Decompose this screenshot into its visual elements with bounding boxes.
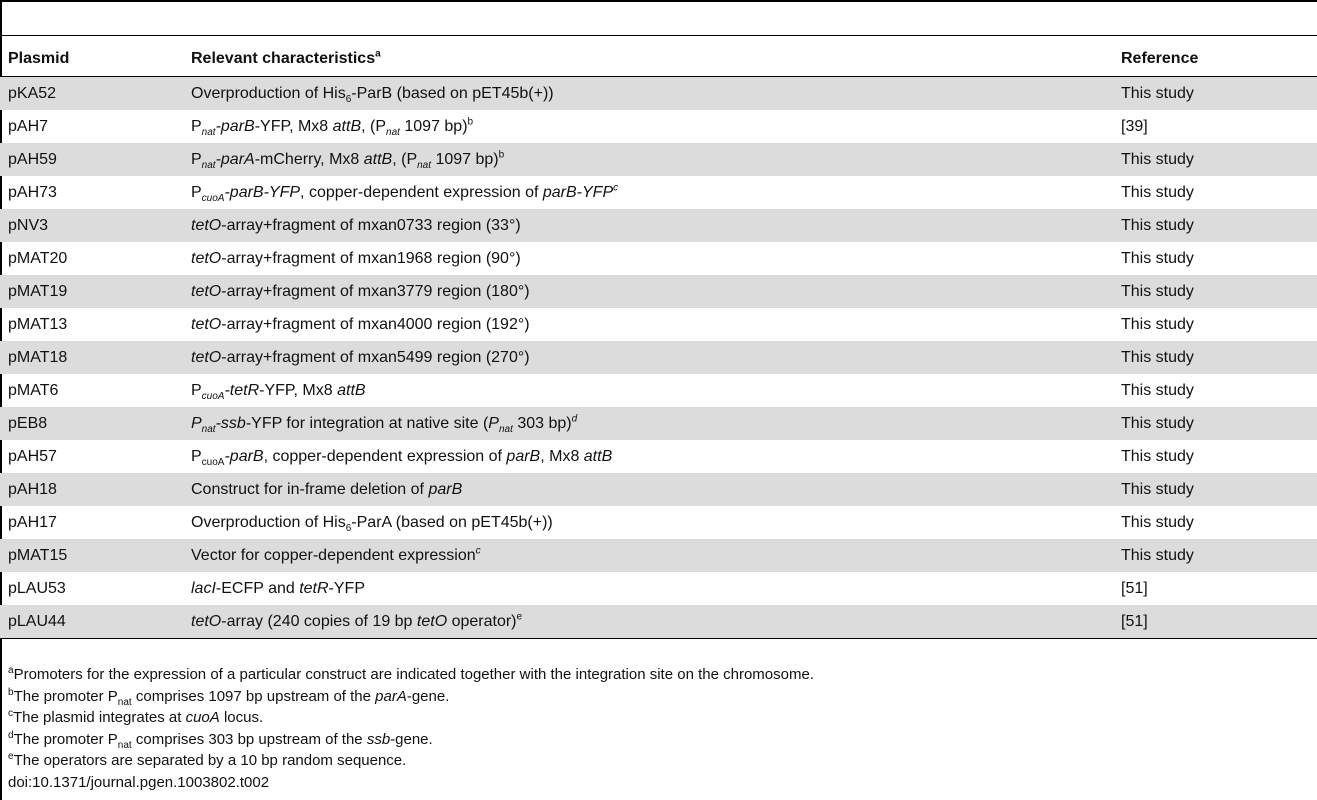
subscript-text: cuoA <box>201 390 225 402</box>
text-segment: tetR <box>299 579 329 597</box>
text-segment: tetO <box>191 315 222 333</box>
text-segment: , copper-dependent expression of <box>300 183 543 201</box>
plasmid-cell: pAH18 <box>0 473 183 506</box>
table-top-rule <box>0 0 1317 2</box>
header-characteristics <box>183 41 1113 77</box>
table-row <box>0 473 1317 506</box>
reference-cell: This study <box>1113 209 1317 242</box>
text-segment: , (P <box>392 150 418 168</box>
text-segment: cuoA <box>185 709 220 726</box>
text-segment: 303 bp) <box>512 414 572 432</box>
reference-cell: This study <box>1113 473 1317 506</box>
footnote-mark: e <box>8 751 14 762</box>
footnote-mark: e <box>516 611 523 623</box>
characteristics-cell <box>183 572 1113 605</box>
text-segment: -YFP <box>328 579 365 597</box>
text-segment: -YFP for integration at native site ( <box>245 414 489 432</box>
text-segment: lacI <box>191 579 216 597</box>
text-segment: tetO <box>191 249 222 267</box>
text-segment: -ParA (based on pET45b(+)) <box>351 513 553 531</box>
text-segment: -parA <box>215 150 255 168</box>
plasmid-cell: pMAT18 <box>0 341 183 374</box>
characteristics-cell <box>183 440 1113 473</box>
text-segment: The promoter P <box>13 730 118 748</box>
table-row <box>0 374 1317 407</box>
text-segment: tetO <box>191 612 222 630</box>
subscript-text: nat <box>117 696 132 708</box>
text-segment: -mCherry, Mx8 <box>254 150 364 168</box>
footnote <box>8 750 814 772</box>
text-segment: , copper-dependent expression of <box>263 447 507 465</box>
plasmid-cell: pLAU44 <box>0 605 183 639</box>
text-segment: -YFP, Mx8 <box>254 117 333 135</box>
text-segment: parB <box>506 447 541 465</box>
characteristics-cell <box>183 209 1113 242</box>
characteristics-cell <box>183 605 1113 639</box>
reference-cell: [51] <box>1113 605 1317 639</box>
characteristics-cell <box>183 341 1113 374</box>
reference-cell: This study <box>1113 77 1317 111</box>
text-segment: Vector for copper-dependent expression <box>191 546 476 564</box>
text-segment: -array+fragment of mxan5499 region (270°) <box>221 348 530 366</box>
text-segment: P <box>191 381 202 399</box>
text-segment: -array+fragment of mxan4000 region (192°) <box>221 315 530 333</box>
header-reference: Reference <box>1113 41 1317 77</box>
subscript-text: nat <box>201 159 216 171</box>
text-segment: P <box>191 447 202 465</box>
reference-cell: This study <box>1121 183 1194 201</box>
reference-cell: [51] <box>1121 579 1148 597</box>
text-segment: -parB <box>224 447 264 465</box>
text-segment: P <box>488 414 499 432</box>
table-row <box>0 275 1317 308</box>
table-row <box>0 605 1317 639</box>
table-header-row <box>0 41 1317 77</box>
footnote <box>8 686 814 708</box>
text-segment: ssb <box>366 730 391 748</box>
footnote-mark: b <box>467 116 474 128</box>
table-row <box>0 110 1317 143</box>
text-segment: 1097 bp) <box>431 150 499 168</box>
subscript-text: nat <box>117 739 132 751</box>
plasmid-cell: pAH17 <box>8 513 57 531</box>
text-segment: -array+fragment of mxan1968 region (90°) <box>221 249 521 267</box>
text-segment: Construct for in-frame deletion of <box>191 480 429 498</box>
characteristics-cell <box>183 77 1113 111</box>
text-segment: -array+fragment of mxan3779 region (180°) <box>221 282 530 300</box>
table-row <box>0 176 1317 209</box>
text-segment: , Mx8 <box>540 447 584 465</box>
text-segment: parB <box>428 480 463 498</box>
table-header-rule <box>0 35 1317 36</box>
reference-cell: This study <box>1121 315 1194 333</box>
plasmid-cell: pMAT13 <box>8 315 68 333</box>
text-segment: -YFP, Mx8 <box>259 381 338 399</box>
plasmid-cell: pKA52 <box>0 77 183 111</box>
table-row <box>0 143 1317 176</box>
subscript-text: nat <box>201 423 216 435</box>
text-segment: locus. <box>219 709 264 726</box>
text-segment: tetO <box>191 348 222 366</box>
reference-cell: This study <box>1113 275 1317 308</box>
reference-cell: This study <box>1113 341 1317 374</box>
characteristics-cell <box>183 407 1113 440</box>
characteristics-cell <box>183 176 1113 209</box>
subscript-text: cuoA <box>201 456 225 468</box>
text-segment: attB <box>583 447 613 465</box>
footnote-mark: a <box>8 665 14 676</box>
plasmid-table <box>0 41 1317 639</box>
table-body <box>0 77 1317 639</box>
subscript-text: nat <box>201 126 216 138</box>
text-segment: The promoter P <box>13 687 118 705</box>
reference-cell: [39] <box>1121 117 1148 135</box>
table-row <box>0 308 1317 341</box>
text-segment: Overproduction of His <box>191 513 346 531</box>
table-row <box>0 506 1317 539</box>
characteristics-cell <box>183 539 1113 572</box>
footnote-mark: d <box>8 729 14 741</box>
header-characteristics-footnote-mark: a <box>375 48 381 60</box>
text-segment: -tetR <box>224 381 260 399</box>
doi-text: doi:10.1371/journal.pgen.1003802.t002 <box>8 773 270 791</box>
footnote <box>8 707 814 729</box>
reference-cell: This study <box>1113 407 1317 440</box>
text-segment: -array (240 copies of 19 bp <box>221 612 417 630</box>
table-row <box>0 539 1317 572</box>
text-segment: P <box>191 117 202 135</box>
footnote-list <box>8 664 814 772</box>
text-segment: operator) <box>447 612 517 630</box>
text-segment: 1097 bp) <box>399 117 468 135</box>
text-segment: -array+fragment of mxan0733 region (33°) <box>221 216 521 234</box>
plasmid-cell: pLAU53 <box>8 579 66 597</box>
characteristics-cell <box>183 506 1113 539</box>
text-segment: tetO <box>191 282 222 300</box>
text-segment: P <box>191 183 202 201</box>
text-segment: -ParB (based on pET45b(+)) <box>351 84 554 102</box>
characteristics-cell <box>183 374 1113 407</box>
table-row <box>0 242 1317 275</box>
plasmid-cell: pEB8 <box>0 407 183 440</box>
text-segment: comprises 1097 bp upstream of the <box>131 687 376 705</box>
reference-cell: This study <box>1121 381 1194 399</box>
text-segment: Overproduction of His <box>191 84 346 102</box>
text-segment: -parB-YFP <box>224 183 301 201</box>
footnote-mark: c <box>475 545 481 557</box>
footnote <box>8 729 814 751</box>
text-segment: attB <box>332 117 362 135</box>
subscript-text: 6 <box>345 93 352 105</box>
characteristics-cell <box>183 242 1113 275</box>
reference-cell: This study <box>1113 539 1317 572</box>
text-segment: P <box>191 150 202 168</box>
table-row <box>0 77 1317 111</box>
plasmid-cell: pAH59 <box>0 143 183 176</box>
text-segment: -ECFP and <box>215 579 300 597</box>
table-row <box>0 440 1317 473</box>
plasmid-cell: pMAT6 <box>8 381 59 399</box>
table-footnotes <box>8 664 814 793</box>
plasmid-cell: pNV3 <box>0 209 183 242</box>
text-segment: -gene. <box>390 730 433 748</box>
characteristics-cell <box>183 110 1113 143</box>
text-segment: tetO <box>416 612 448 630</box>
text-segment: P <box>191 414 202 432</box>
text-segment: The plasmid integrates at <box>13 709 186 726</box>
subscript-text: nat <box>386 126 400 138</box>
text-segment: The operators are separated by a 10 bp random sequence. <box>13 752 407 769</box>
footnote-mark: d <box>571 413 578 425</box>
text-segment: -gene. <box>406 687 450 705</box>
text-segment: attB <box>337 381 366 399</box>
reference-cell: This study <box>1121 513 1194 531</box>
table-row <box>0 341 1317 374</box>
text-segment: Promoters for the expression of a particular construct are indicated together with the integration site on the chromosome. <box>13 666 814 683</box>
plasmid-cell: pMAT19 <box>0 275 183 308</box>
text-segment: parA <box>375 687 407 705</box>
reference-cell: This study <box>1121 249 1194 267</box>
plasmid-cell: pMAT15 <box>0 539 183 572</box>
reference-cell: This study <box>1121 447 1194 465</box>
table-row <box>0 407 1317 440</box>
characteristics-cell <box>183 143 1113 176</box>
plasmid-cell: pAH57 <box>8 447 57 465</box>
subscript-text: 6 <box>345 522 352 534</box>
text-segment: parB-YFP <box>542 183 614 201</box>
characteristics-cell <box>183 275 1113 308</box>
plasmid-cell: pAH7 <box>8 117 49 135</box>
reference-cell: This study <box>1113 143 1317 176</box>
footnote-mark: b <box>8 686 14 698</box>
footnote-mark: c <box>8 708 13 719</box>
table-row <box>0 572 1317 605</box>
subscript-text: nat <box>417 159 432 171</box>
plasmid-cell: pMAT20 <box>8 249 68 267</box>
subscript-text: nat <box>498 423 513 435</box>
subscript-text: cuoA <box>201 192 225 204</box>
characteristics-cell <box>183 473 1113 506</box>
footnote-mark: c <box>613 182 619 194</box>
plasmid-cell: pAH73 <box>8 183 57 201</box>
text-segment: , (P <box>361 117 387 135</box>
text-segment: -ssb <box>215 414 246 432</box>
header-characteristics-label: Relevant characteristics <box>191 49 376 67</box>
footnote-mark: b <box>498 149 505 161</box>
characteristics-cell <box>183 308 1113 341</box>
text-segment: -parB <box>215 117 255 135</box>
table-row <box>0 209 1317 242</box>
footnote <box>8 664 814 686</box>
text-segment: attB <box>363 150 393 168</box>
text-segment: tetO <box>191 216 222 234</box>
text-segment: comprises 303 bp upstream of the <box>131 730 367 748</box>
header-plasmid: Plasmid <box>0 41 183 77</box>
